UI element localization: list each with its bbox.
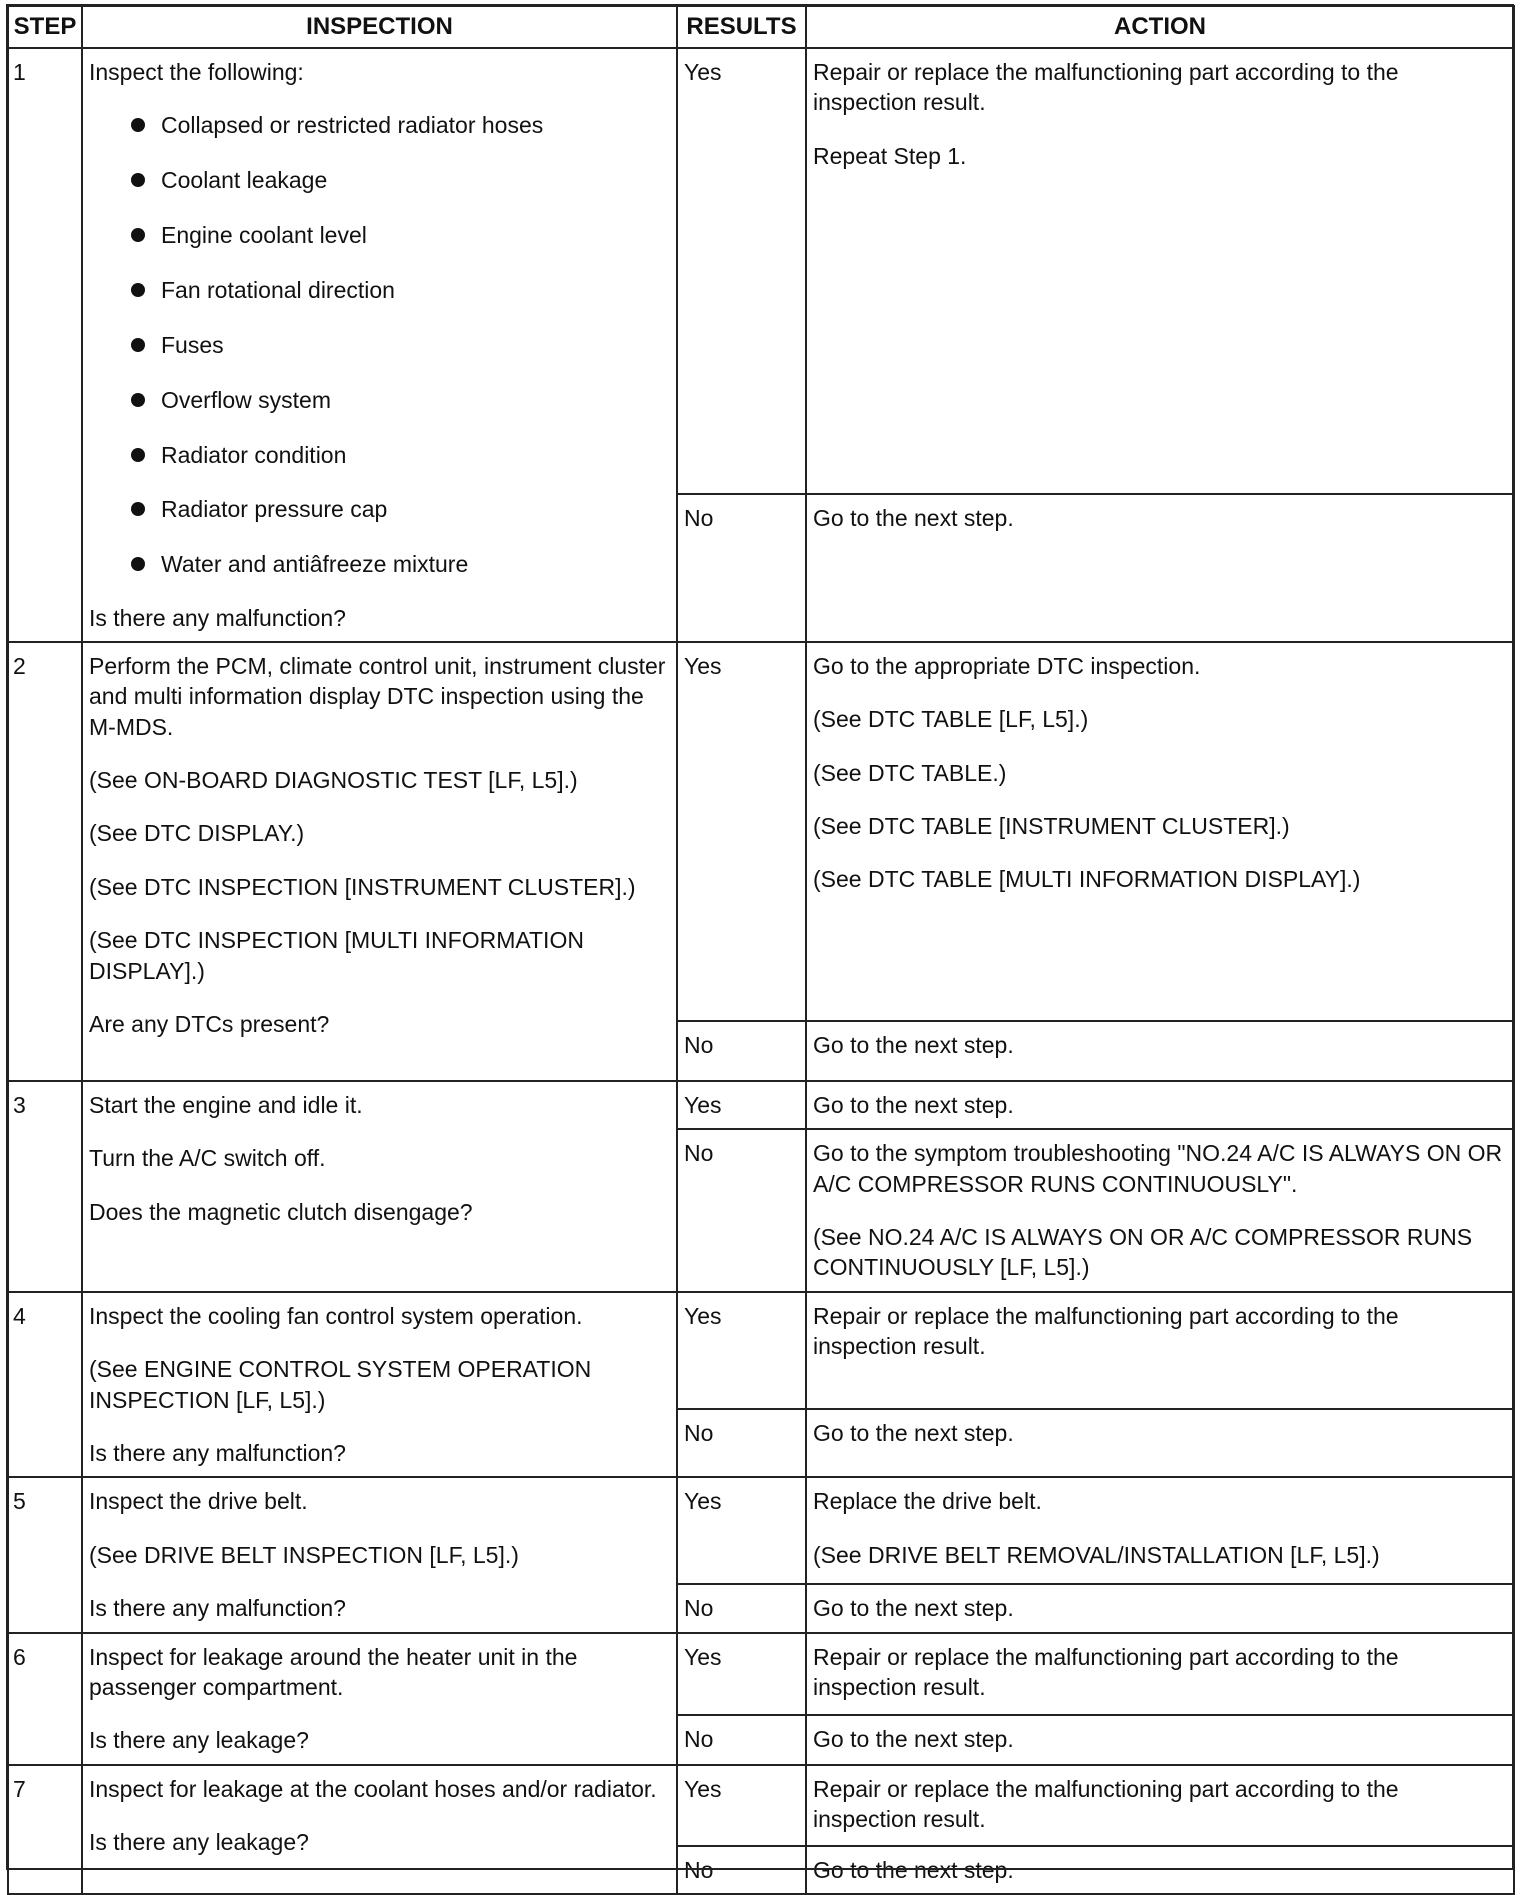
action-cell: Go to the next step.: [806, 1081, 1514, 1129]
action-cell: Repair or replace the malfunctioning part according to the inspection result.: [806, 1633, 1514, 1716]
result-yes: Yes: [677, 1477, 806, 1584]
step-number: 2: [8, 642, 82, 1081]
header-action: ACTION: [806, 6, 1514, 48]
table-row: [8, 1477, 1514, 1584]
list-item: Coolant leakage: [131, 165, 670, 195]
result-no: No: [677, 1584, 806, 1632]
result-yes: Yes: [677, 1765, 806, 1846]
action-cell: Repair or replace the malfunctioning part according to the inspection result. Repeat Step 1.: [806, 48, 1514, 494]
action-cell: Go to the next step.: [806, 1409, 1514, 1477]
result-no: No: [677, 1129, 806, 1291]
action-cell: Go to the appropriate DTC inspection. (See DTC TABLE [LF, L5].) (See DTC TABLE.) (See DTC TABLE [INSTRUMENT CLUSTER].) (See DTC TABLE [MULTI INFORMATION DISPLAY].): [806, 642, 1514, 1021]
bullet-icon: [131, 338, 145, 352]
result-no: No: [677, 1715, 806, 1764]
list-item: Collapsed or restricted radiator hoses: [131, 110, 670, 140]
inspection-cell: [82, 48, 677, 642]
action-cell: Go to the next step.: [806, 1846, 1514, 1894]
list-item: Engine coolant level: [131, 220, 670, 250]
bullet-icon: [131, 502, 145, 516]
inspection-cell: Inspect for leakage around the heater unit in the passenger compartment. Is there any leakage?: [82, 1633, 677, 1765]
bullet-icon: [131, 228, 145, 242]
header-step: STEP: [8, 6, 82, 48]
step-number: 4: [8, 1292, 82, 1477]
step-number: 5: [8, 1477, 82, 1632]
action-cell: Go to the next step.: [806, 1715, 1514, 1764]
table-row: [8, 1765, 1514, 1846]
inspection-cell: Inspect for leakage at the coolant hoses and/or radiator. Is there any leakage?: [82, 1765, 677, 1894]
troubleshooting-table: [7, 5, 1515, 1895]
bullet-icon: [131, 557, 145, 571]
bullet-icon: [131, 173, 145, 187]
list-item: Overflow system: [131, 385, 670, 415]
table-header-row: [8, 6, 1514, 48]
result-yes: Yes: [677, 642, 806, 1021]
inspection-checklist: [89, 110, 670, 579]
bullet-icon: [131, 448, 145, 462]
bullet-icon: [131, 283, 145, 297]
table-row: [8, 1081, 1514, 1129]
list-item: Radiator pressure cap: [131, 494, 670, 524]
step-number: 1: [8, 48, 82, 642]
inspection-cell: Perform the PCM, climate control unit, instrument cluster and multi information display DTC inspection using the M-MDS. (See ON-BOARD DIAGNOSTIC TEST [LF, L5].) (See DTC DISPLAY.) (See DTC INSPECTION [INSTRUMENT CLUSTER].) (See DTC INSPECTION [MULTI INFORMATION DISPLAY].) Are any DTCs present?: [82, 642, 677, 1081]
result-no: No: [677, 1021, 806, 1081]
action-cell: Go to the next step.: [806, 1584, 1514, 1632]
action-cell: Repair or replace the malfunctioning part according to the inspection result.: [806, 1765, 1514, 1846]
header-inspection: INSPECTION: [82, 6, 677, 48]
header-results: RESULTS: [677, 6, 806, 48]
step-number: 3: [8, 1081, 82, 1292]
result-yes: Yes: [677, 1633, 806, 1716]
table-row: [8, 642, 1514, 1021]
inspection-cell: Inspect the drive belt. (See DRIVE BELT INSPECTION [LF, L5].) Is there any malfunction?: [82, 1477, 677, 1632]
action-cell: Go to the next step.: [806, 1021, 1514, 1081]
list-item: Water and antiâfreeze mixture: [131, 549, 670, 579]
table-row: [8, 48, 1514, 494]
action-cell: Repair or replace the malfunctioning part according to the inspection result.: [806, 1292, 1514, 1409]
step-number: 6: [8, 1633, 82, 1765]
result-no: No: [677, 494, 806, 642]
step-number: 7: [8, 1765, 82, 1894]
result-yes: Yes: [677, 48, 806, 494]
inspection-question: Is there any malfunction?: [89, 604, 346, 631]
result-no: No: [677, 1846, 806, 1894]
inspection-cell: Start the engine and idle it. Turn the A/C switch off. Does the magnetic clutch disengage?: [82, 1081, 677, 1292]
table-row: [8, 1633, 1514, 1716]
result-no: No: [677, 1409, 806, 1477]
table-row: [8, 1292, 1514, 1409]
inspection-cell: Inspect the cooling fan control system operation. (See ENGINE CONTROL SYSTEM OPERATION INSPECTION [LF, L5].) Is there any malfunction?: [82, 1292, 677, 1477]
bullet-icon: [131, 393, 145, 407]
list-item: Fan rotational direction: [131, 275, 670, 305]
result-yes: Yes: [677, 1081, 806, 1129]
action-cell: Go to the symptom troubleshooting "NO.24 A/C IS ALWAYS ON OR A/C COMPRESSOR RUNS CONTINUOUSLY". (See NO.24 A/C IS ALWAYS ON OR A/C COMPRESSOR RUNS CONTINUOUSLY [LF, L5].): [806, 1129, 1514, 1291]
inspection-text: Inspect the following:: [89, 59, 304, 85]
action-cell: Replace the drive belt. (See DRIVE BELT REMOVAL/INSTALLATION [LF, L5].): [806, 1477, 1514, 1584]
result-yes: Yes: [677, 1292, 806, 1409]
list-item: Radiator condition: [131, 440, 670, 470]
action-cell: Go to the next step.: [806, 494, 1514, 642]
bullet-icon: [131, 118, 145, 132]
list-item: Fuses: [131, 330, 670, 360]
